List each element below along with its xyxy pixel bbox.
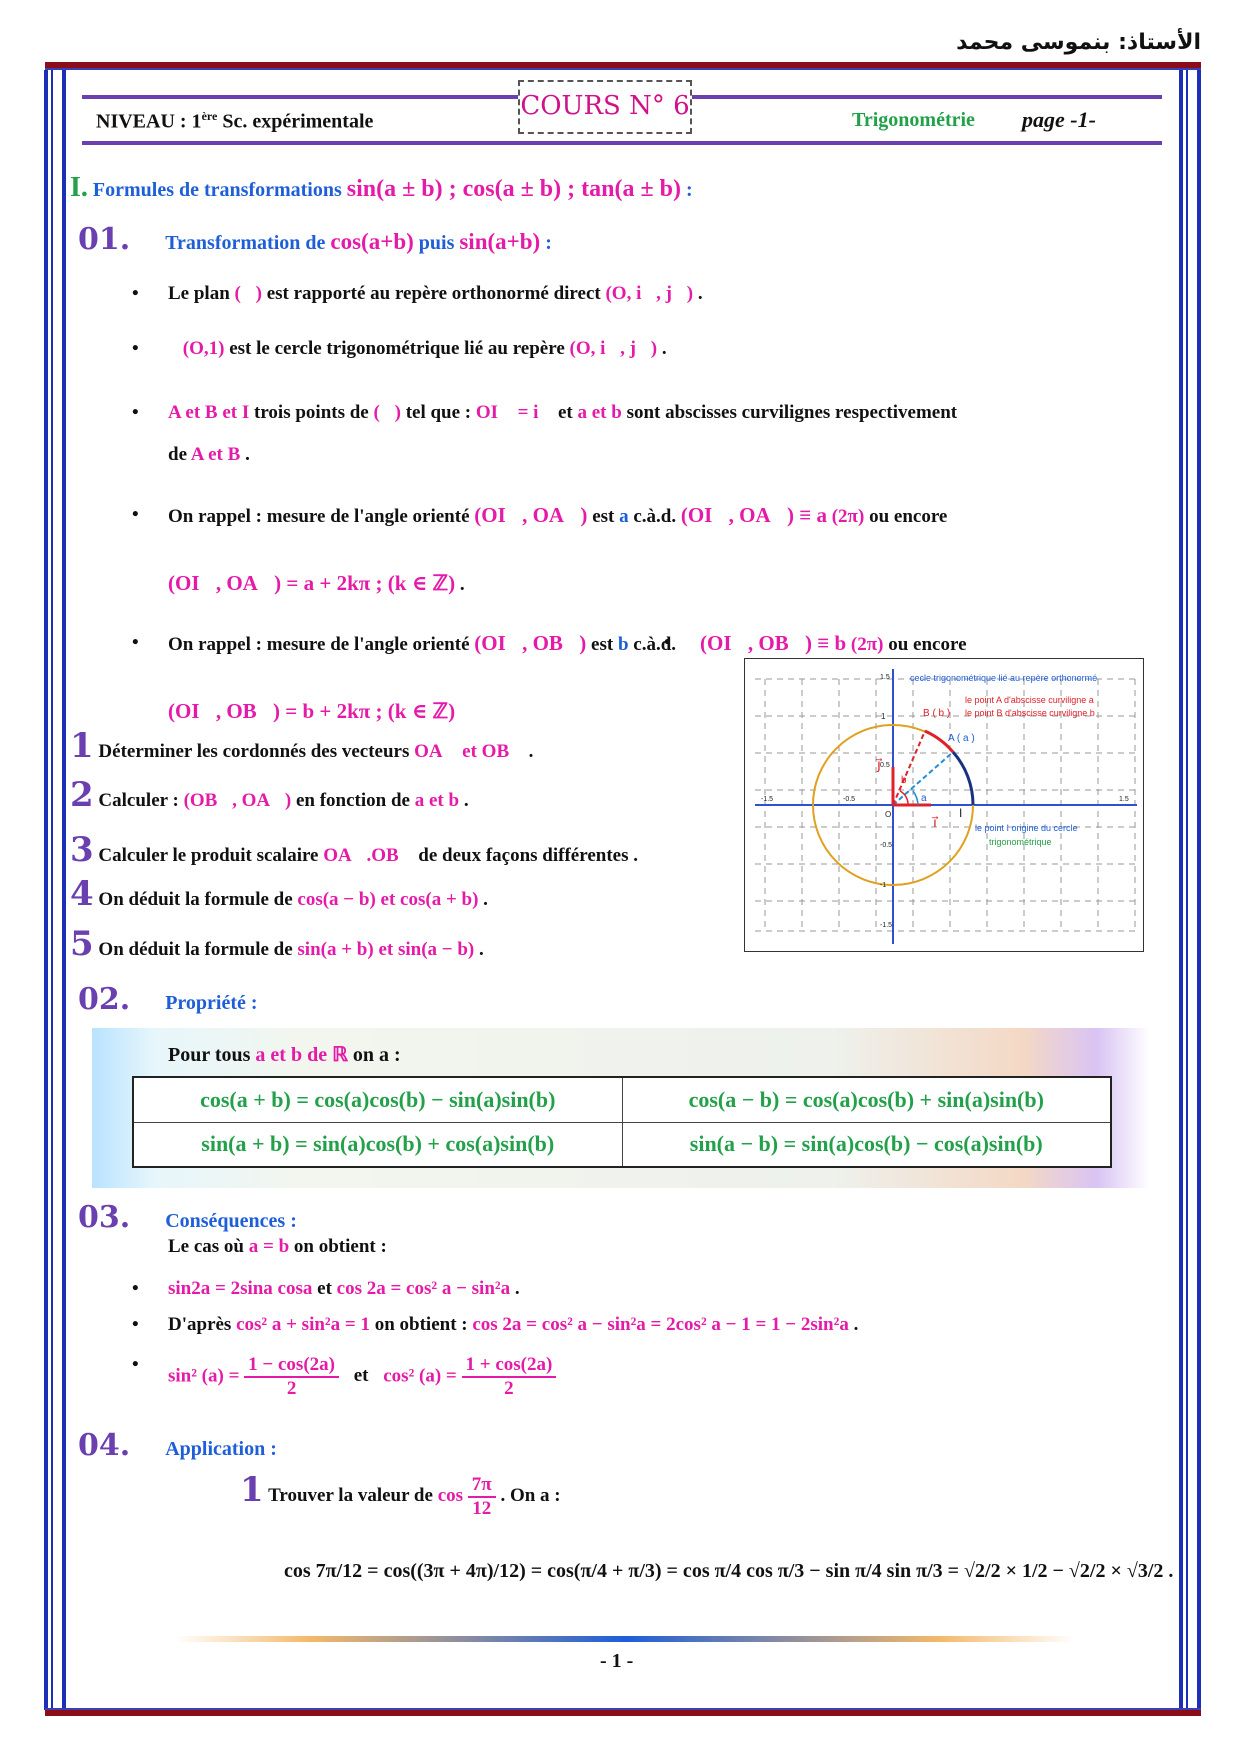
label-j-vector: j⃗ [877,756,881,772]
tick-x-15: 1.5 [1119,796,1129,803]
application-equation: cos 7π/12 = cos((3π + 4π)/12) = cos(π/4 + π/3) = cos π/4 cos π/3 − sin π/4 sin π/3 = √2/2 × 1/2 − √2/2 × √3/2 . [284,1560,1174,1582]
tick-y-15: 1.5 [880,674,890,681]
level-label: NIVEAU : 1ère Sc. expérimentale [96,109,374,133]
table-row [133,1077,1111,1122]
figure-note-2: trigonométrique [989,837,1052,847]
fraction: $\frac{1 - \cos(2a)}{2}$ [244,1354,339,1400]
subsection-01: 01. Transformation de cos(a+b) puis sin(a+b) : [78,222,552,257]
step-5: 5 On déduit la formule de sin(a + b) et sin(a − b) . [70,924,484,964]
top-rule [45,62,1201,70]
figure-note-1: le point I origine du cercle [975,823,1078,833]
label-angle-a: a [921,793,927,804]
property-intro: Pour tous a et b de ℝ on a : [168,1044,401,1066]
consequence-case: Le cas où a = b on obtient : [168,1236,387,1257]
step-2: 2 Calculer : (OB⃗, OA⃗) en fonction de a et b . [70,775,469,815]
subsection-04: 04. Application : [78,1428,277,1463]
header-rule-bottom [82,141,1162,145]
label-a-point: A ( a ) [948,733,975,744]
tick-y-m15: -1.5 [880,922,893,929]
left-border [44,70,66,1710]
label-b-point: B ( b ) [923,708,951,719]
trig-circle-svg [745,659,1143,951]
tick-x-m15: -1.5 [761,796,774,803]
cours-badge: COURS N° 6 [518,80,692,134]
bottom-rule [45,1708,1201,1716]
bullet-angle-b: • On rappel : mesure de l'angle orienté (OI⃗, OB⃗) est b c.à.d. (OI⃗, OB⃗) = b + 2kπ ; (k ∈ ℤ) [168,610,768,746]
label-i-point: I [959,806,963,820]
subsection-03: 03. Conséquences : [78,1200,297,1235]
consequence-pythagoras: • D'après cos² a + sin²a = 1 on obtient : cos 2a = cos² a − sin²a = 2cos² a − 1 = 1 − 2sin²a . [168,1314,858,1336]
topic-label: Trigonométrie [852,109,975,131]
consequence-half-angle: • sin² (a) = $\frac{1 - \cos(2a)}{2}$ et cos² (a) = $\frac{1 + \cos(2a)}{2}$ [168,1354,556,1400]
table-row [133,1122,1111,1167]
bullet-points: • A et B et I trois points de (𝒫) tel que : OI⃗ = i⃗ et a et b sont abscisses curvilignes respectivement de A et B . [168,392,1158,476]
formula-sin-diff: sin(a − b) = sin(a)cos(b) − cos(a)sin(b) [622,1122,1111,1167]
application-question: 1 Trouver la valeur de cos $\frac{7\pi}{12}$ . On a : [240,1470,561,1519]
page-label: page -1- [1022,107,1096,132]
step-4: 4 On déduit la formule de cos(a − b) et cos(a + b) . [70,874,488,914]
arc-a [953,752,973,805]
label-i-vector: i⃗ [933,814,937,830]
teacher-name: الأستاذ: بنموسى محمد [956,30,1201,55]
figure-title: cecle trigonométrique lié au repère orthonormé [910,673,1098,683]
fraction: $\frac{7\pi}{12}$ [468,1474,496,1520]
angle-a-mark [913,791,918,805]
bullet-angle-b-cont: • (OI⃗, OB⃗) ≡ b (2π) ou encore [700,610,967,678]
step-1: 1 Déterminer les cordonnés des vecteurs OA⃗ et OB⃗ . [70,726,534,766]
bullet-circle: • 𝒞(O,1) est le cercle trigonométrique lié au repère (O, i⃗, j⃗) . [168,338,667,360]
formula-cos-sum: cos(a + b) = cos(a)cos(b) − sin(a)sin(b) [133,1077,622,1122]
bullet-angle-a: • On rappel : mesure de l'angle orienté (OI⃗, OA⃗) est a c.à.d. (OI⃗, OA⃗) ≡ a (2π) ou encore (OI⃗, OA⃗) = a + 2kπ ; (k ∈ ℤ) . [168,482,1158,618]
section-1-heading: I. Formules de transformations sin(a ± b) ; cos(a ± b) ; tan(a ± b) : [70,172,693,203]
footer-rule [175,1636,1075,1642]
consequence-double-angle: • sin2a = 2sina cosa et cos 2a = cos² a − sin²a . [168,1278,520,1300]
bullet-plan: • Le plan (𝒫) est rapporté au repère orthonormé direct (O, i⃗, j⃗) . [168,283,703,305]
figure-legend-a: le point A d'abscisse curviligne a [965,695,1094,705]
step-3: 3 Calculer le produit scalaire OA⃗.OB⃗ de deux façons différentes . [70,830,638,870]
tick-y-m05: -0.5 [880,842,893,849]
subsection-02: 02. Propriété : [78,982,258,1017]
label-origin: 1 [881,712,886,721]
tick-y-05: 0.5 [880,762,890,769]
tick-y-m1: -1 [880,882,887,889]
tick-x-m05: -0.5 [843,796,856,803]
trig-circle-figure [744,658,1144,952]
formula-sin-sum: sin(a + b) = sin(a)cos(b) + cos(a)sin(b) [133,1122,622,1167]
property-box [92,1028,1150,1188]
right-border [1179,70,1201,1710]
fraction: $\frac{1 + \cos(2a)}{2}$ [462,1354,557,1400]
page-number: - 1 - [600,1650,634,1672]
formula-cos-diff: cos(a − b) = cos(a)cos(b) + sin(a)sin(b) [622,1077,1111,1122]
figure-legend-b: le point B d'abscisse curviligne b [965,708,1095,718]
label-o: O [885,810,892,819]
label-angle-b: b [901,775,907,786]
formula-table [132,1076,1112,1168]
